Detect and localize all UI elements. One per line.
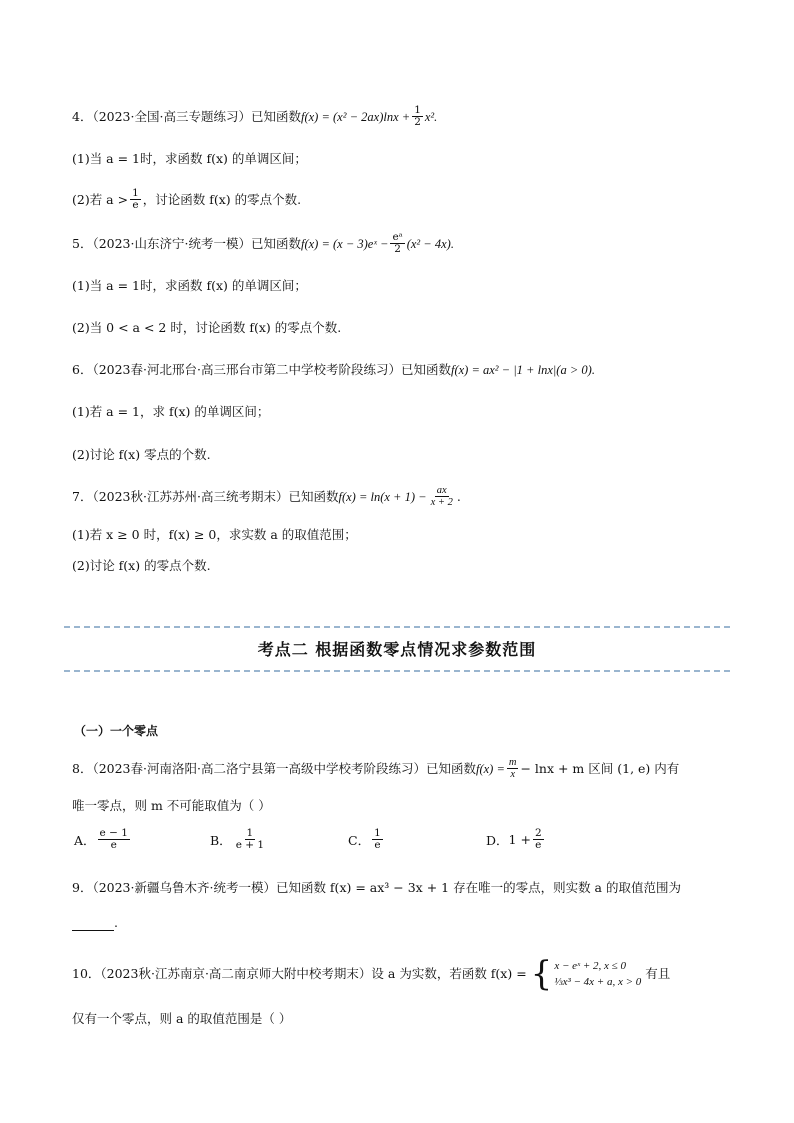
- question-4-part-2: [72, 188, 734, 211]
- question-10-stem: [72, 954, 734, 994]
- q7-fraction: [429, 485, 455, 508]
- q6-stem-text: 6．（2023春·河北邢台·高三邢台市第二中学校考阶段练习）已知函数: [72, 362, 451, 377]
- q5-stem-text: 5．（2023·山东济宁·统考一模）已知函数: [72, 235, 301, 251]
- section-title: 考点二 根据函数零点情况求参数范围: [257, 640, 537, 659]
- question-4-stem: [72, 105, 734, 128]
- q9-tail: .: [114, 915, 118, 930]
- q10-cases: [554, 958, 641, 990]
- q8-option-a-num: e − 1: [99, 827, 128, 839]
- q8-option-c[interactable]: [348, 828, 385, 851]
- q8-option-a-fraction: [98, 828, 130, 851]
- q5-frac-den: 2: [394, 243, 401, 255]
- q10-case-1: x − eˣ + 2, x ≤ 0: [554, 960, 626, 972]
- q4-p2-suffix: ，讨论函数 f(x) 的零点个数.: [142, 191, 302, 207]
- q4-formula-tail: x².: [424, 109, 438, 124]
- question-10-line-2: 仅有一个零点，则 a 的取值范围是（ ）: [72, 1011, 292, 1026]
- q8-option-b-den: e + 1: [235, 839, 265, 851]
- q8-formula-b: − lnx + m 区间 (1, e) 内有: [520, 760, 680, 776]
- section-divider-top: [64, 626, 730, 628]
- question-8-line-2: 唯一零点，则 m 不可能取值为（ ）: [72, 798, 271, 813]
- q4-formula: f(x) = (x² − 2ax)lnx +: [300, 109, 411, 124]
- q8-frac-num: m: [508, 757, 517, 768]
- section-divider-bottom: [64, 670, 730, 672]
- question-9-stem: 9．（2023·新疆乌鲁木齐·统考一模）已知函数 f(x) = ax³ − 3x + 1 存在唯一的零点，则实数 a 的取值范围为: [72, 880, 681, 895]
- q4-stem-text: 4．（2023·全国·高三专题练习）已知函数: [72, 108, 301, 124]
- q8-option-d-label: D．: [486, 832, 509, 848]
- question-5-part-2: (2)当 0 < a < 2 时，讨论函数 f(x) 的零点个数.: [72, 320, 342, 335]
- question-5-part-1: (1)当 a = 1时，求函数 f(x) 的单调区间；: [72, 278, 307, 293]
- q5-formula-tail: (x² − 4x).: [406, 236, 454, 251]
- q8-formula-a: f(x) =: [475, 761, 505, 776]
- q5-fraction: [390, 232, 404, 255]
- q4-p2-den: e: [132, 199, 139, 211]
- q7-formula-tail: .: [456, 488, 461, 504]
- q7-frac-den: x + 2: [430, 497, 453, 508]
- q8-option-b[interactable]: [210, 828, 268, 851]
- question-6-part-2: (2)讨论 f(x) 零点的个数.: [72, 447, 211, 462]
- q8-option-b-label: B．: [210, 832, 232, 848]
- q8-option-a-den: e: [110, 839, 117, 851]
- q4-frac-num: 1: [414, 104, 421, 116]
- q5-formula: f(x) = (x − 3)eˣ −: [300, 236, 389, 251]
- question-9-answer-line: [72, 912, 734, 934]
- q8-option-c-fraction: [372, 828, 383, 851]
- q4-p2-prefix: (2)若 a >: [72, 191, 129, 207]
- q8-option-c-den: e: [374, 839, 381, 851]
- q5-frac-num: eᵃ: [392, 231, 403, 243]
- q10-case-2: ⅓x³ − 4x + a, x > 0: [554, 976, 642, 988]
- q8-option-c-num: 1: [374, 827, 381, 839]
- q8-option-a[interactable]: [74, 828, 132, 851]
- q10-piecewise: [530, 954, 642, 994]
- left-brace-icon: {: [530, 954, 553, 994]
- q7-stem-text: 7．（2023秋·江苏苏州·高三统考期末）已知函数: [72, 488, 339, 504]
- question-6-part-1: (1)若 a = 1，求 f(x) 的单调区间；: [72, 404, 270, 419]
- q4-fraction: [412, 105, 423, 128]
- q4-p2-num: 1: [132, 187, 139, 199]
- q4-p2-fraction: [130, 188, 141, 211]
- q8-option-b-num: 1: [246, 827, 254, 839]
- question-8-stem: [72, 757, 734, 780]
- q8-fraction: [507, 757, 519, 780]
- question-5-stem: [72, 232, 734, 255]
- subsection-title: （一）一个零点: [74, 724, 159, 738]
- question-6-stem: [72, 359, 734, 381]
- q8-frac-den: x: [510, 769, 515, 780]
- q8-option-d-den: e: [535, 839, 542, 851]
- q8-option-c-label: C．: [348, 832, 371, 848]
- answer-blank[interactable]: [72, 916, 114, 931]
- q4-frac-den: 2: [414, 116, 421, 128]
- q8-option-d-num: 2: [534, 827, 542, 839]
- q7-formula: f(x) = ln(x + 1) −: [338, 489, 427, 504]
- q8-option-a-label: A．: [74, 832, 96, 848]
- question-7-stem: [72, 485, 734, 508]
- q8-option-d-prefix: 1 +: [508, 832, 531, 847]
- q10-after: 有且: [645, 966, 671, 981]
- q8-option-d[interactable]: [486, 828, 546, 851]
- q10-stem-text: 10．（2023秋·江苏南京·高二南京师大附中校考期末）设 a 为实数，若函数 f(x) =: [72, 966, 527, 981]
- q8-option-b-fraction: [234, 828, 266, 851]
- question-7-part-1: (1)若 x ≥ 0 时，f(x) ≥ 0，求实数 a 的取值范围；: [72, 527, 357, 542]
- q8-stem-text: 8．（2023春·河南洛阳·高二洛宁县第一高级中学校考阶段练习）已知函数: [72, 760, 476, 776]
- question-4-part-1: (1)当 a = 1时，求函数 f(x) 的单调区间；: [72, 151, 307, 166]
- q6-formula: f(x) = ax² − |1 + lnx|(a > 0).: [450, 363, 595, 377]
- q8-option-d-fraction: [533, 828, 544, 851]
- q7-frac-num: ax: [436, 485, 447, 496]
- question-7-part-2: (2)讨论 f(x) 的零点个数.: [72, 558, 211, 573]
